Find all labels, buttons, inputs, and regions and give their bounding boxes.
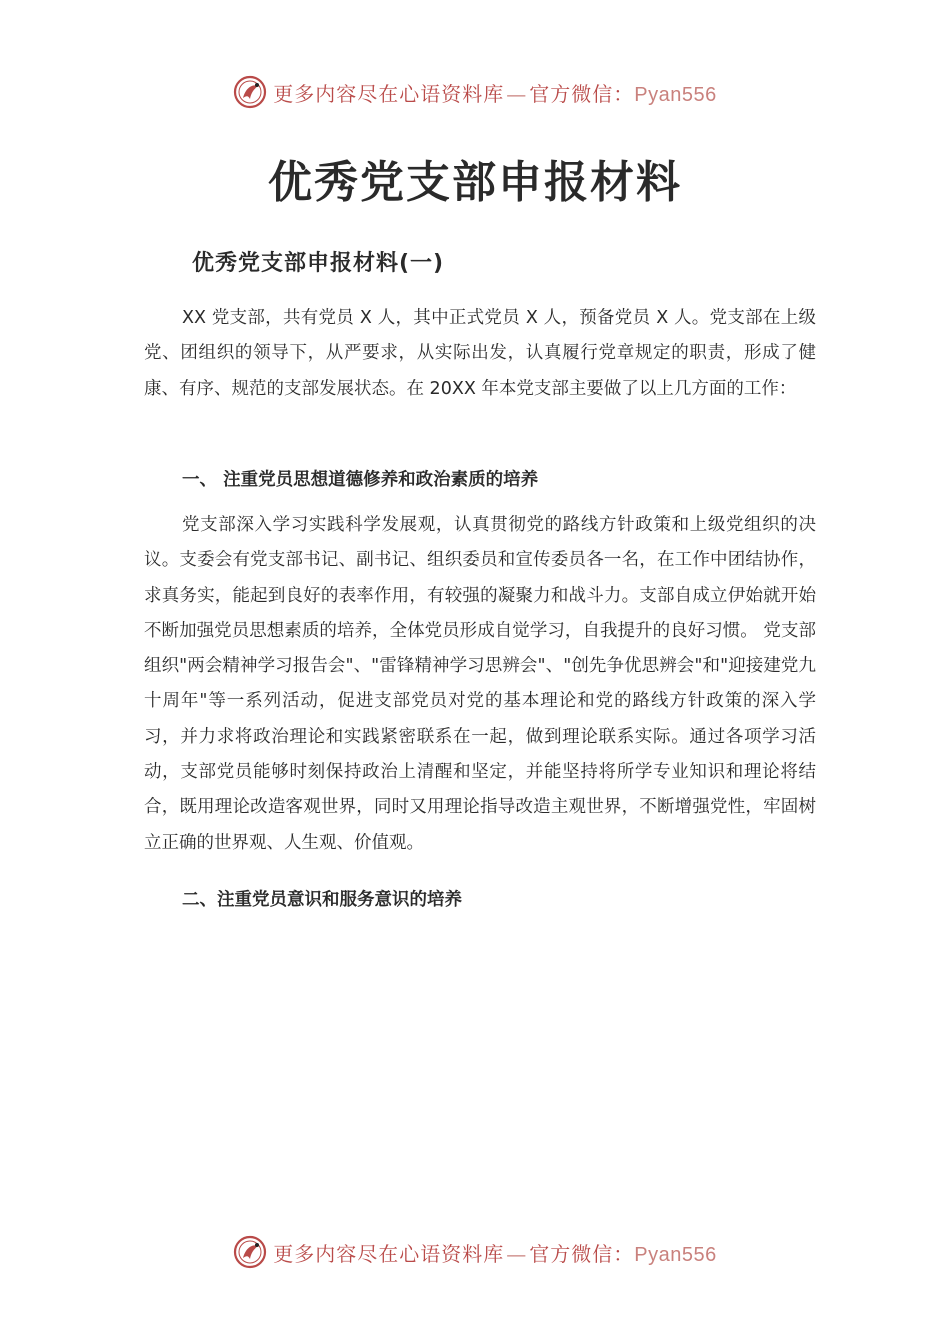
section-heading-1: 一、 注重党员思想道德修养和政治素质的培养	[182, 470, 539, 490]
seal-logo-icon	[233, 75, 267, 109]
watermark-handle: Pyan556	[634, 1243, 717, 1266]
seal-logo-icon	[233, 1235, 267, 1269]
watermark-banner-bottom	[0, 1232, 950, 1272]
watermark-banner-top	[0, 72, 950, 112]
watermark-handle: Pyan556	[634, 83, 717, 106]
watermark-label: 更多内容尽在心语资料库	[273, 1241, 505, 1266]
watermark-label: 更多内容尽在心语资料库	[273, 81, 505, 106]
section-1-paragraph: 党支部深入学习实践科学发展观，认真贯彻党的路线方针政策和上级党组织的决议。支委会有党支部书记、副书记、组织委员和宣传委员各一名，在工作中团结协作，求真务实，能起到良好的表率作用，有较强的凝聚力和战斗力。支部自成立伊始就开始不断加强党员思想素质的培养，全体党员形成自觉学习，自我提升的良好习惯。 党支部组织"两会精神学习报告会"、"雷锋精神学习思辨会"、"创先争优思辨会"和"迎接建党九十周年"等一系列活动，促进支部党员对党的基本理论和党的路线方针政策的深入学习，并力求将政治理论和实践紧密联系在一起，做到理论联系实际。通过各项学习活动，支部党员能够时刻保持政治上清醒和坚定，并能坚持将所学专业知识和理论将结合，既用理论改造客观世界，同时又用理论指导改造主观世界，不断增强党性，牢固树立正确的世界观、人生观、价值观。	[144, 515, 816, 853]
watermark-separator: —	[506, 81, 528, 106]
watermark-text	[273, 1238, 716, 1267]
watermark-separator: —	[506, 1241, 528, 1266]
section-heading-2: 二、注重党员意识和服务意识的培养	[182, 890, 462, 910]
watermark-text	[273, 78, 716, 107]
document-title: 优秀党支部申报材料	[268, 157, 682, 208]
watermark-contact-label: 官方微信：	[529, 1241, 635, 1266]
intro-paragraph: XX 党支部，共有党员 X 人，其中正式党员 X 人，预备党员 X 人。党支部在上级党、团组织的领导下，从严要求，从实际出发，认真履行党章规定的职责，形成了健康、有序、规范的支部发展状态。在 20XX 年本党支部主要做了以上几方面的工作：	[144, 308, 816, 399]
document-subtitle: 优秀党支部申报材料(一)	[192, 251, 445, 276]
watermark-contact-label: 官方微信：	[529, 81, 635, 106]
